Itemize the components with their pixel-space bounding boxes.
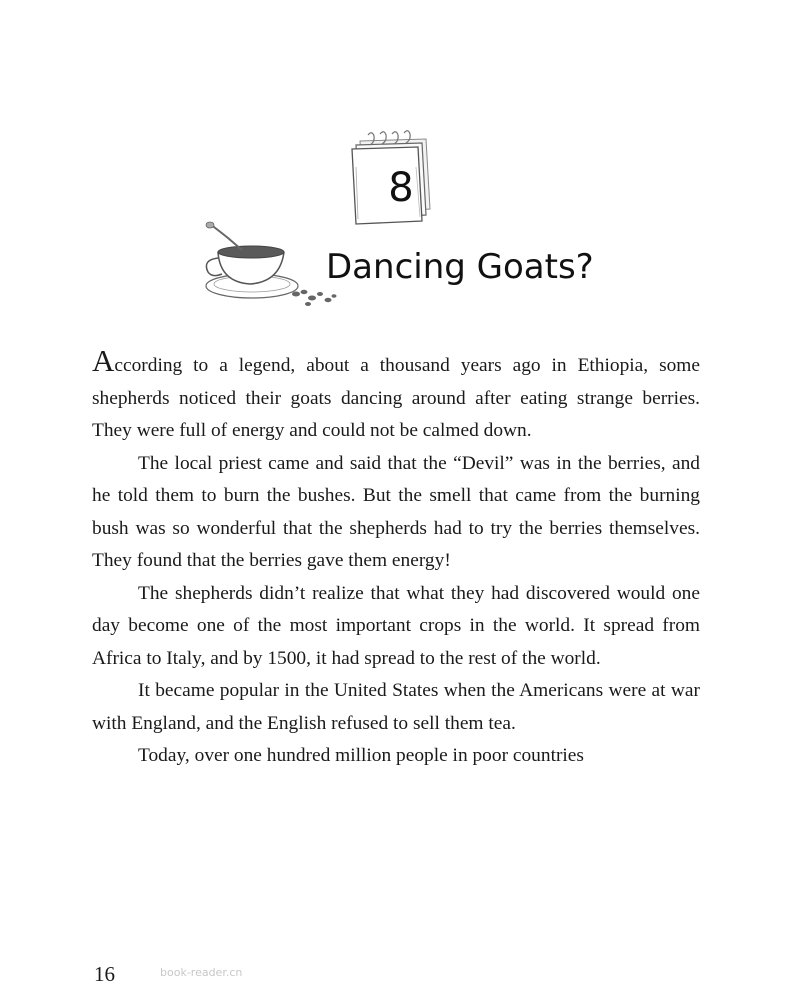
body-text [92, 343, 700, 773]
paragraph-3: The shepherds didn’t realize that what they had discovered would one day become one of the most important crops in the world. It spread from Africa to Italy, and by 1500, it had spread to the rest of the world. [92, 582, 700, 669]
chapter-number: 8 [388, 165, 414, 211]
paragraph-1-text: ccording to a legend, about a thousand years ago in Ethiopia, some shepherds noticed their goats dancing around after eating strange berries. They were full of energy and could not be calmed down. [92, 355, 700, 441]
page-number: 16 [94, 962, 115, 986]
paragraph-1 [92, 343, 700, 448]
coffee-cup-icon [200, 220, 340, 320]
paragraph-2: The local priest came and said that the “Devil” was in the berries, and he told them to burn the bushes. But the smell that came from the burning bush was so wonderful that the shepherds had to try the berries themselves. They found that the berries gave them energy! [92, 452, 700, 571]
paragraph-4: It became popular in the United States when the Americans were at war with England, and the English refused to sell them tea. [92, 680, 700, 734]
paragraph-5: Today, over one hundred million people in poor countries [138, 745, 584, 766]
watermark: book-reader.cn [160, 966, 243, 979]
initial-letter: A [92, 343, 115, 378]
chapter-title: Dancing Goats? [326, 247, 594, 287]
